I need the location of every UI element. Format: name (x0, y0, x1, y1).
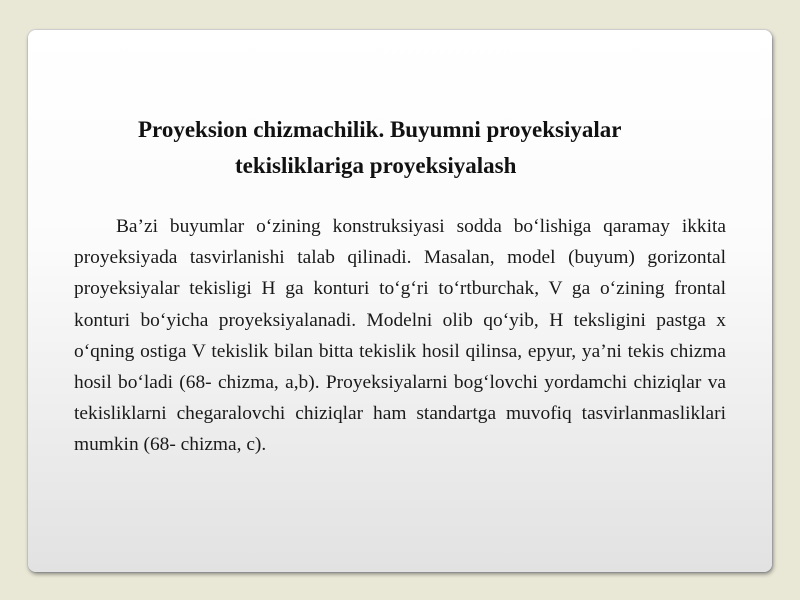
title-line-2: tekisliklariga proyeksiyalash (235, 153, 517, 178)
body-paragraph: Ba’zi buyumlar o‘zining konstruksiyasi sodda bo‘lishiga qaramay ikkita proyeksiyada tasvirlanishi talab qilinadi. Masalan, model (buyum) gorizontal proyeksiyalar tekisligi H ga konturi to‘g‘ri to‘rtburchak, V ga o‘zining frontal konturi bo‘yicha proyeksiyalanadi. Modelni olib qo‘yib, H teksligini pastga x o‘qning ostiga V tekislik bilan bitta tekislik hosil qilinsa, epyur, ya’ni tekis chizma hosil bo‘ladi (68- chizma, a,b). Proyeksiyalarni bog‘lovchi yordamchi chiziqlar va tekisliklarni chegaralovchi chiziqlar ham standartga muvofiq tasvirlanmasliklari mumkin (68- chizma, c). (74, 216, 726, 456)
title-line-1: Proyeksion chizmachilik. Buyumni proyeksiyalar (138, 117, 622, 142)
slide-title (56, 112, 756, 184)
slide-panel (28, 30, 772, 572)
